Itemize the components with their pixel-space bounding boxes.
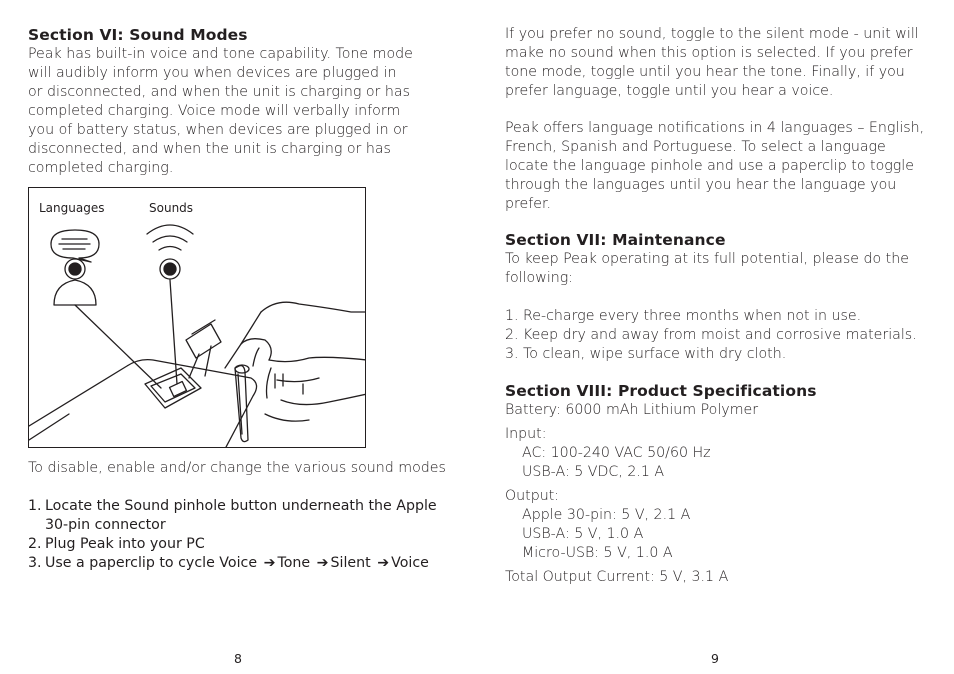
spec-item: Apple 30-pin: 5 V, 2.1 A: [522, 507, 691, 523]
page-number: 8: [234, 651, 242, 666]
arrow-right-icon: ➔: [316, 555, 329, 571]
right-page: [505, 0, 935, 674]
sounds-label: Sounds: [149, 201, 194, 215]
text-line: make no sound when this option is selected. If you prefer: [505, 45, 913, 61]
spec-item: USB-A: 5 V, 1.0 A: [522, 526, 644, 542]
total-output-spec: Total Output Current: 5 V, 3.1 A: [505, 569, 729, 585]
section-vii-title: Section VII: Maintenance: [505, 231, 726, 249]
steps-list: [28, 497, 468, 573]
text-line: Peak has built-in voice and tone capability. Tone mode: [28, 46, 413, 62]
text-line: Peak offers language notifications in 4 languages – English,: [505, 120, 925, 136]
list-item: 1. Re-charge every three months when not in use.: [505, 308, 862, 324]
arrow-right-icon: ➔: [263, 555, 276, 571]
text-line: prefer.: [505, 196, 552, 212]
line-drawing: [29, 188, 366, 448]
arrow-right-icon: ➔: [377, 555, 390, 571]
sounds-pinhole-icon: [160, 259, 180, 279]
languages-label: Languages: [39, 201, 105, 215]
text-line: If you prefer no sound, toggle to the silent mode - unit will: [505, 26, 919, 42]
list-item: 3. To clean, wipe surface with dry cloth.: [505, 346, 787, 362]
text-line: To disable, enable and/or change the various sound modes: [28, 460, 446, 476]
section-viii-title: Section VIII: Product Specifications: [505, 382, 817, 400]
text-line: completed charging.: [28, 160, 174, 176]
list-item: 1. Locate the Sound pinhole button underneath the Apple 30-pin connector: [28, 498, 437, 533]
maintenance-list: [505, 307, 945, 364]
spec-label: Input:: [505, 426, 547, 442]
list-item: 2. Plug Peak into your PC: [28, 536, 205, 552]
battery-spec: Battery: 6000 mAh Lithium Polymer: [505, 402, 759, 418]
spec-item: Micro-USB: 5 V, 1.0 A: [522, 545, 673, 561]
spec-label: Output:: [505, 488, 560, 504]
output-specs: [505, 487, 945, 563]
maintenance-intro: [505, 250, 945, 288]
text-line: will audibly inform you when devices are plugged in: [28, 65, 397, 81]
text-line: prefer language, toggle until you hear a voice.: [505, 83, 834, 99]
charger-device: [29, 360, 257, 448]
text-line: locate the language pinhole and use a paperclip to toggle: [505, 158, 914, 174]
list-item: 3. Use a paperclip to cycle Voice ➔ Tone ➔ Silent ➔ Voice: [28, 555, 429, 571]
speech-bubble-icon: [51, 230, 99, 262]
spec-item: AC: 100-240 VAC 50/60 Hz: [522, 445, 711, 461]
section-vi-title: Section VI: Sound Modes: [28, 26, 248, 44]
disable-intro: [28, 459, 468, 478]
input-specs: [505, 425, 945, 482]
page-number: 9: [711, 651, 719, 666]
text-line: through the languages until you hear the language you: [505, 177, 897, 193]
silent-mode-paragraph: [505, 25, 945, 101]
text-line: you of battery status, when devices are plugged in or: [28, 122, 408, 138]
text-line: tone mode, toggle until you hear the tone. Finally, if you: [505, 64, 905, 80]
list-item: 2. Keep dry and away from moist and corrosive materials.: [505, 327, 917, 343]
sound-waves-icon: [147, 225, 193, 250]
text-line: To keep Peak operating at its full potential, please do the: [505, 251, 909, 267]
text-line: following:: [505, 270, 574, 286]
text-line: completed charging. Voice mode will verbally inform: [28, 103, 401, 119]
languages-pinhole-icon: [54, 259, 96, 305]
section-vi-paragraph: [28, 45, 468, 178]
text-line: or disconnected, and when the unit is charging or has: [28, 84, 410, 100]
text-line: disconnected, and when the unit is charging or has: [28, 141, 391, 157]
spec-item: USB-A: 5 VDC, 2.1 A: [522, 464, 665, 480]
text-line: French, Spanish and Portuguese. To select a language: [505, 139, 886, 155]
sound-modes-illustration: [28, 187, 366, 448]
language-paragraph: [505, 119, 945, 214]
